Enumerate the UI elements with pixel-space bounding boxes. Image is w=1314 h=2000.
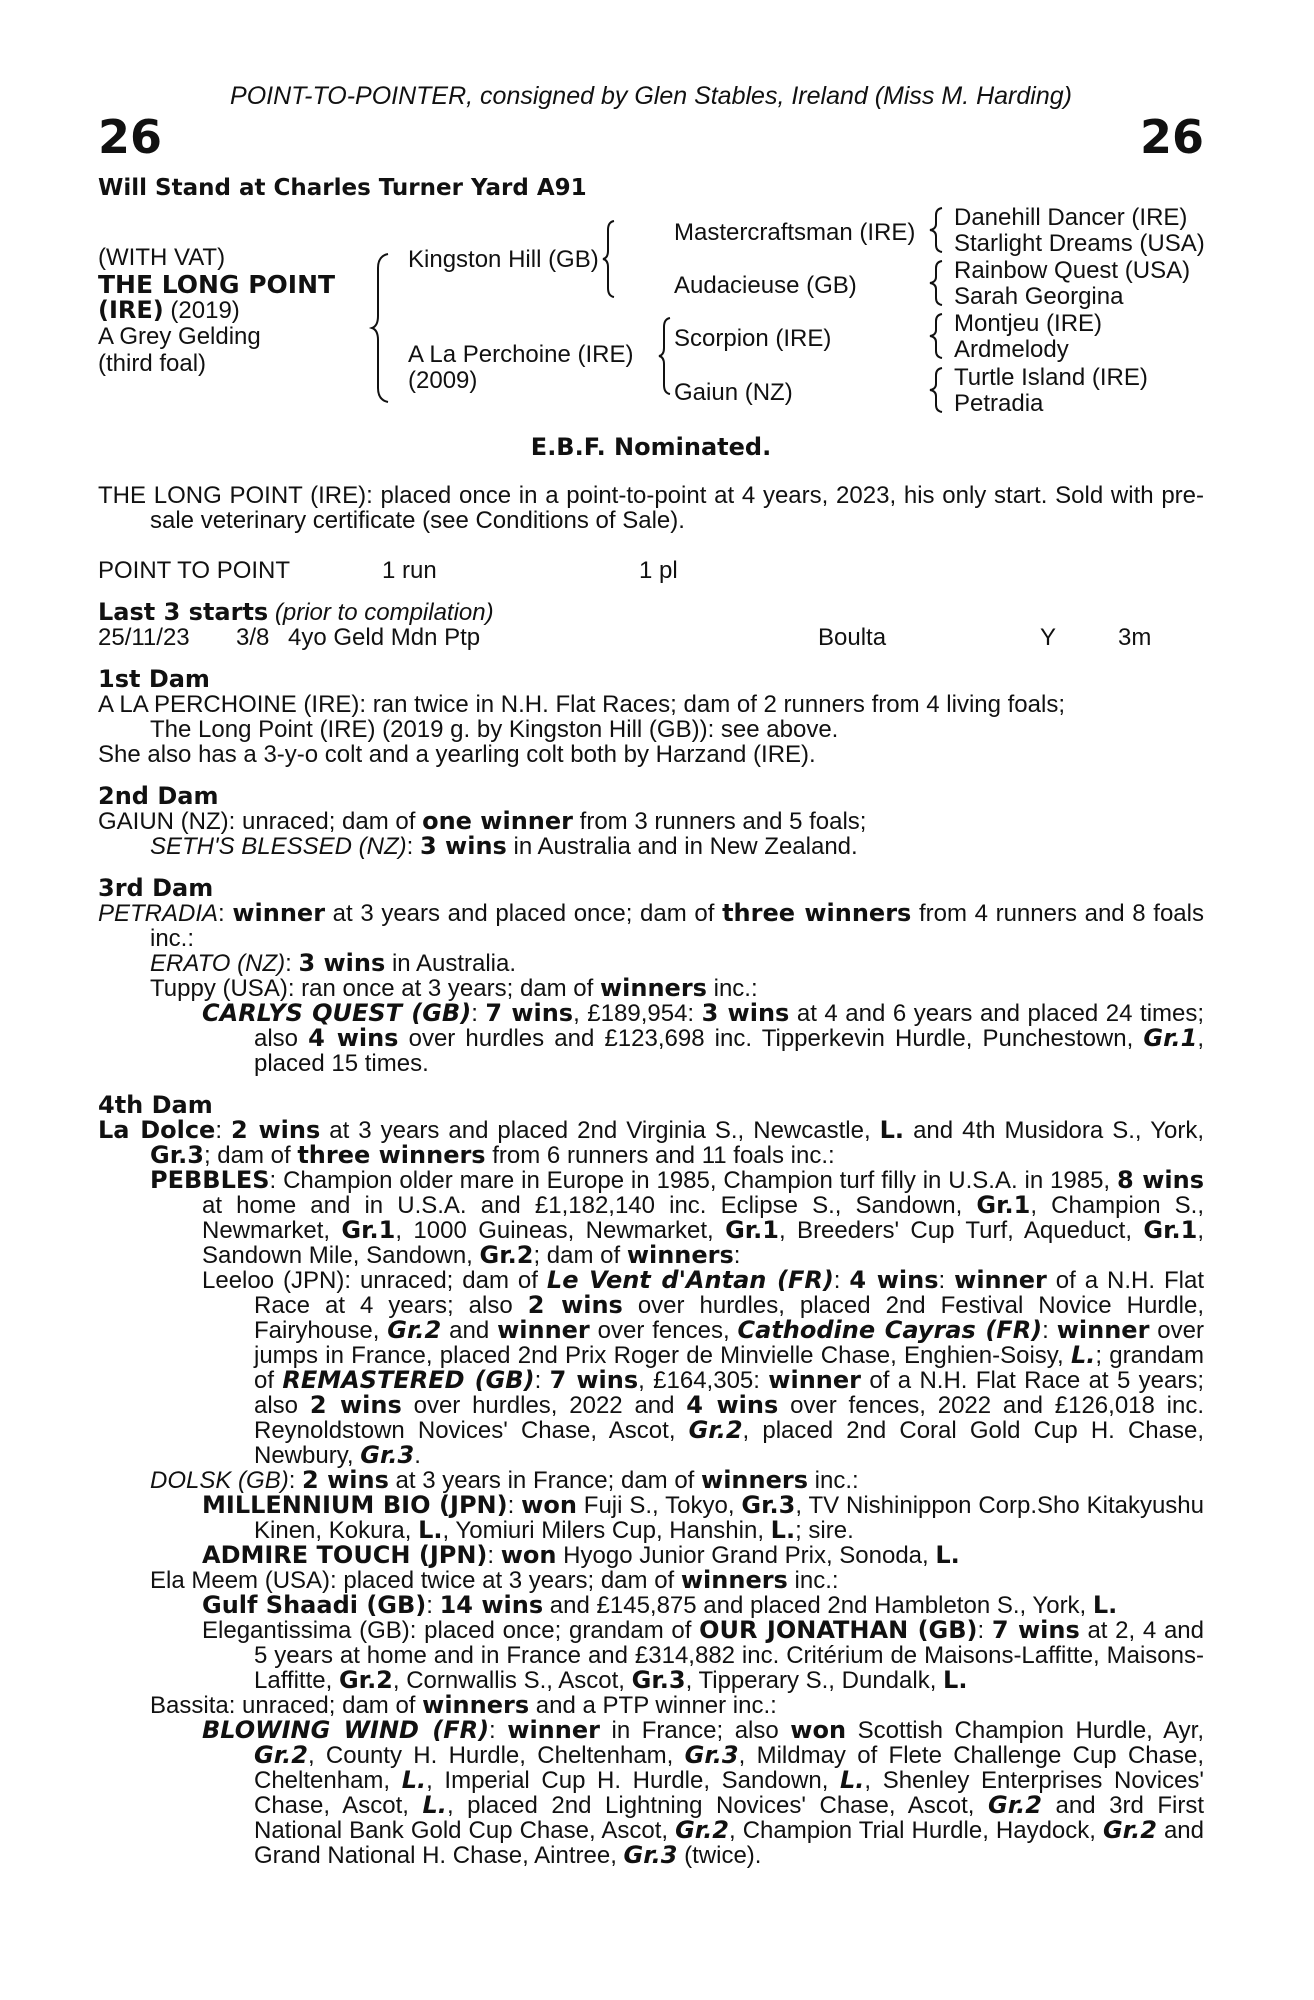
- run-going: Y: [1040, 624, 1057, 651]
- granddam-maternal: Gaiun (NZ): [674, 379, 793, 406]
- dam4-leeloo: Leeloo (JPN): unraced; dam of Le Vent d'Antan (FR): 4 wins: winner of a N.H. Flat Race at 4 years; also 2 wins over hurdles, placed 2nd Festival Novice Hurdle, Fairyhouse, Gr.2 and winner over fences, Cathodine Cayras (FR): winner over jumps in France, placed 2nd Prix Roger de Minvielle Chase, Enghien-Soisy, L.; grandam of REMASTERED (GB): 7 wins, £164,305: winner of a N.H. Flat Race at 5 years; also 2 wins over hurdles, 2022 and 4 wins over fences, 2022 and £126,018 inc. Reynoldstown Novices' Chase, Ascot, Gr.2, placed 2nd Coral Gold Cup H. Chase, Newbury, Gr.3.: [202, 1266, 1205, 1469]
- ancestor-ddd: Petradia: [954, 390, 1044, 417]
- granddam-paternal: Audacieuse (GB): [674, 272, 857, 299]
- dam1-line2: The Long Point (IRE) (2019 g. by Kingston Hill (GB)): see above.: [150, 716, 839, 743]
- record-placed: 1 pl: [639, 557, 678, 584]
- gen3-brace-2: [926, 259, 948, 307]
- ancestor-dss: Montjeu (IRE): [954, 310, 1103, 337]
- dam4-dolsk: DOLSK (GB): 2 wins at 3 years in France; dam of winners inc.:: [150, 1466, 859, 1494]
- pedigree-block: [98, 200, 1228, 430]
- grandsire-maternal: Scorpion (IRE): [674, 325, 832, 352]
- gen3-brace-3: [926, 312, 948, 360]
- dam4-bassita: Bassita: unraced; dam of winners and a PTP winner inc.:: [150, 1691, 777, 1719]
- dam4-ela-meem: Ela Meem (USA): placed twice at 3 years; dam of winners inc.:: [150, 1566, 839, 1594]
- run-race: 4yo Geld Mdn Ptp: [288, 624, 481, 651]
- gen3-brace-1: [926, 206, 948, 254]
- lot-number-left: 26: [98, 110, 163, 164]
- horse-name-suffix: [98, 298, 240, 323]
- dam4-admire-touch: ADMIRE TOUCH (JPN): won Hyogo Junior Grand Prix, Sonoda, L.: [202, 1541, 960, 1569]
- lot-number-right: 26: [1139, 110, 1204, 164]
- dam3-carlys-quest: CARLYS QUEST (GB): 7 wins, £189,954: 3 wins at 4 and 6 years and placed 24 times; also 4 wins over hurdles and £123,698 inc. Tipperkevin Hurdle, Punchestown, Gr.1, placed 15 times.: [202, 999, 1205, 1077]
- dam-year: (2009): [408, 367, 478, 394]
- dam3-heading: 3rd Dam: [98, 874, 214, 902]
- sire-line-brace: [598, 218, 624, 300]
- last3-heading: [98, 600, 1204, 625]
- dam3-erato: ERATO (NZ): 3 wins in Australia.: [150, 949, 517, 977]
- consignor-title: POINT-TO-POINTER, consigned by Glen Stables, Ireland (Miss M. Harding): [230, 82, 1072, 110]
- dam3-petradia: PETRADIA: winner at 3 years and placed once; dam of three winners from 4 runners and 8 foals inc.:: [98, 899, 1204, 952]
- sire-dam-brace: [368, 250, 402, 405]
- dam2-heading: 2nd Dam: [98, 782, 219, 810]
- horse-country: (IRE): [98, 296, 164, 324]
- dam2-line1: GAIUN (NZ): unraced; dam of one winner from 3 runners and 5 foals;: [98, 807, 867, 835]
- horse-year: (2019): [163, 297, 240, 324]
- record-runs: 1 run: [382, 557, 437, 584]
- last3-row: [98, 625, 1204, 650]
- dam4-blowing-wind: BLOWING WIND (FR): winner in France; also won Scottish Champion Hurdle, Ayr, Gr.2, County H. Hurdle, Cheltenham, Gr.3, Mildmay of Flete Challenge Cup Chase, Cheltenham, L., Imperial Cup H. Hurdle, Sandown, L., Shenley Enterprises Novices' Chase, Ascot, L., placed 2nd Lightning Novices' Chase, Ascot, Gr.2 and 3rd First National Bank Gold Cup Chase, Ascot, Gr.2, Champion Trial Hurdle, Haydock, Gr.2 and Grand National H. Chase, Aintree, Gr.3 (twice).: [202, 1716, 1204, 1869]
- horse-name: THE LONG POINT: [98, 270, 336, 299]
- run-date: 25/11/23: [98, 624, 190, 651]
- dam4-elegantissima: Elegantissima (GB): placed once; grandam of OUR JONATHAN (GB): 7 wins at 2, 4 and 5 years at home and in France and £314,882 inc. Critérium de Maisons-Laffitte, Maisons-Laffitte, Gr.2, Cornwallis S., Ascot, Gr.3, Tipperary S., Dundalk, L.: [202, 1616, 1204, 1694]
- run-position: 3/8: [236, 624, 270, 651]
- dam4-gulf-shaadi: Gulf Shaadi (GB): 14 wins and £145,875 and placed 2nd Hambleton S., York, L.: [202, 1591, 1118, 1619]
- dam4-millennium-bio: MILLENNIUM BIO (JPN): won Fuji S., Tokyo, Gr.3, TV Nishinippon Corp.Sho Kitakyushu Kinen, Kokura, L., Yomiuri Milers Cup, Hanshin, L.; sire.: [202, 1491, 1204, 1544]
- foal-note: (third foal): [98, 350, 207, 377]
- dam4-pebbles: PEBBLES: Champion older mare in Europe in 1985, Champion turf filly in U.S.A. in 1985, 8 wins at home and in U.S.A. and £1,182,140 inc. Eclipse S., Sandown, Gr.1, Champion S., Newmarket, Gr.1, 1000 Guineas, Newmarket, Gr.1, Breeders' Cup Turf, Aqueduct, Gr.1, Sandown Mile, Sandown, Gr.2; dam of winners:: [150, 1166, 1205, 1269]
- dam4-la-dolce: La Dolce: 2 wins at 3 years and placed 2nd Virginia S., Newcastle, L. and 4th Musidora S., York, Gr.3; dam of three winners from 6 runners and 11 foals inc.:: [98, 1116, 1205, 1169]
- ancestor-ssd: Starlight Dreams (USA): [954, 230, 1205, 257]
- horse-description: A Grey Gelding: [98, 323, 261, 350]
- catalogue-body: [98, 483, 1204, 1868]
- stand-location: Will Stand at Charles Turner Yard A91: [98, 175, 587, 201]
- ancestor-sds: Rainbow Quest (USA): [954, 257, 1191, 284]
- ancestor-dds: Turtle Island (IRE): [954, 364, 1148, 391]
- sire-name: Kingston Hill (GB): [408, 246, 599, 273]
- dam1-line1: A LA PERCHOINE (IRE): ran twice in N.H. Flat Races; dam of 2 runners from 4 living foals;: [98, 691, 1065, 718]
- dam3-tuppy: Tuppy (USA): ran once at 3 years; dam of winners inc.:: [150, 974, 758, 1002]
- record-label: POINT TO POINT: [98, 557, 291, 584]
- ebf-nomination: E.B.F. Nominated.: [530, 433, 772, 461]
- vat-note: (WITH VAT): [98, 244, 226, 271]
- dam1-line3: She also has a 3-y-o colt and a yearling colt both by Harzand (IRE).: [98, 741, 816, 768]
- ancestor-sdd: Sarah Georgina: [954, 283, 1124, 310]
- dam4-heading: 4th Dam: [98, 1091, 213, 1119]
- race-record: [98, 558, 1204, 583]
- dam2-line2: SETH'S BLESSED (NZ): 3 wins in Australia and in New Zealand.: [150, 832, 858, 860]
- ancestor-sss: Danehill Dancer (IRE): [954, 204, 1188, 231]
- dam-name: A La Perchoine (IRE): [408, 341, 634, 368]
- dam1-heading: 1st Dam: [98, 665, 210, 693]
- last3-note: (prior to compilation): [268, 599, 494, 626]
- gen3-brace-4: [926, 366, 948, 414]
- run-distance: 3m: [1118, 624, 1152, 651]
- ancestor-dsd: Ardmelody: [954, 336, 1069, 363]
- run-course: Boulta: [818, 624, 887, 651]
- intro-paragraph: THE LONG POINT (IRE): placed once in a point-to-point at 4 years, 2023, his only start. Sold with pre-sale veterinary certificate (see Conditions of Sale).: [98, 482, 1204, 534]
- grandsire-paternal: Mastercraftsman (IRE): [674, 219, 916, 246]
- last3-title: Last 3 starts: [98, 598, 269, 626]
